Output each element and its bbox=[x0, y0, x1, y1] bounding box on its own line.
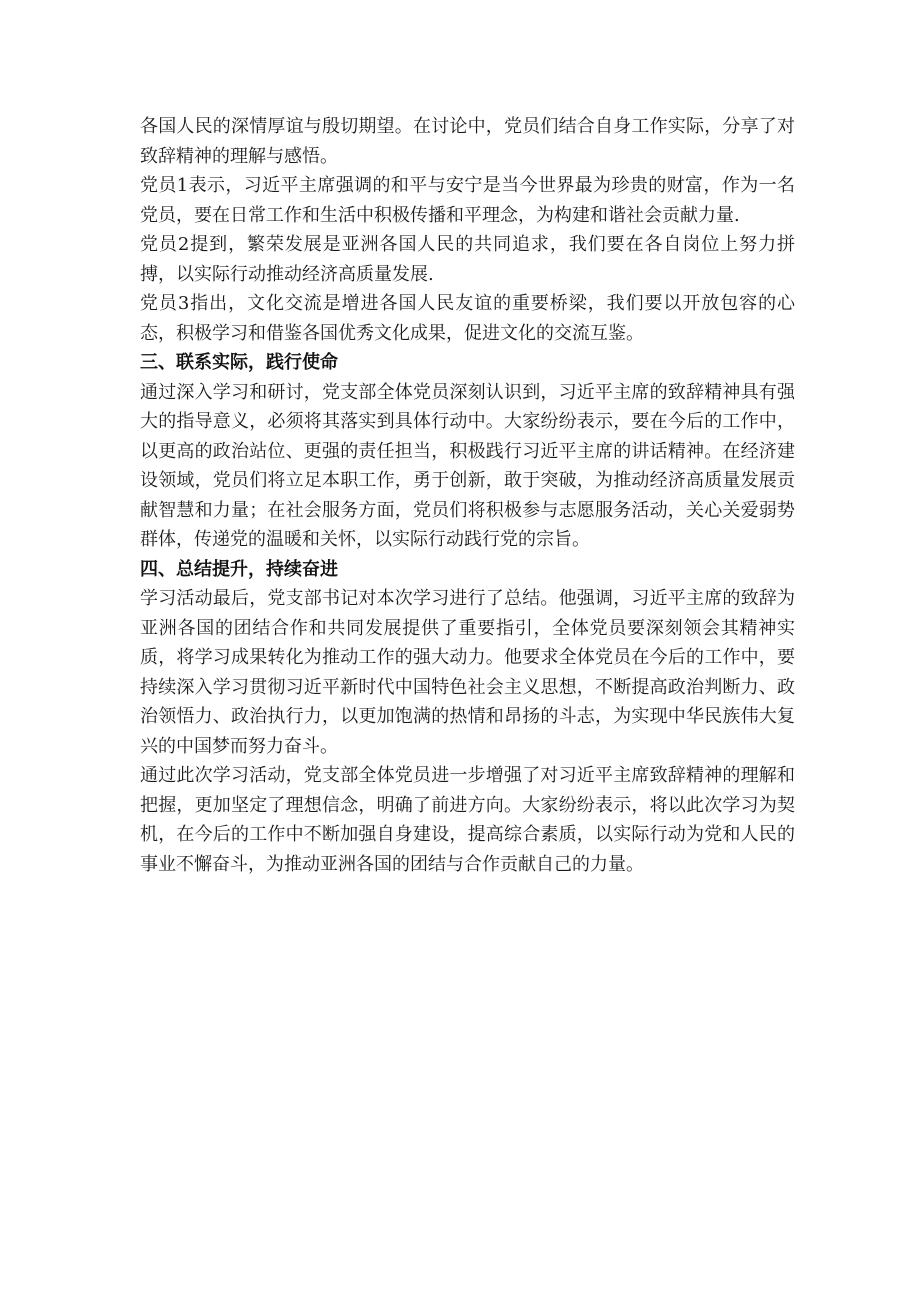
document-page bbox=[140, 112, 795, 879]
section-heading-4: 四、总结提升，持续奋进 bbox=[140, 558, 338, 580]
paragraph-continuation: 各国人民的深情厚谊与殷切期望。在讨论中，党员们结合自身工作实际，分享了对致辞精神的理解与感悟。 bbox=[140, 116, 795, 167]
paragraph-member-3: 党员3指出，文化交流是增进各国人民友谊的重要桥梁，我们要以开放包容的心态，积极学习和借鉴各国优秀文化成果，促进文化的交流互鉴。 bbox=[140, 293, 795, 344]
section-4-paragraph-2: 通过此次学习活动，党支部全体党员进一步增强了对习近平主席致辞精神的理解和把握，更加坚定了理想信念，明确了前进方向。大家纷纷表示，将以此次学习为契机，在今后的工作中不断加强自身建设，提高综合素质，以实际行动为党和人民的事业不懈奋斗，为推动亚洲各国的团结与合作贡献自己的力量。 bbox=[140, 765, 795, 875]
section-heading-3: 三、联系实际，践行使命 bbox=[140, 352, 338, 373]
paragraph-member-1: 党员1表示，习近平主席强调的和平与安宁是当今世界最为珍贵的财富，作为一名党员，要在日常工作和生活中积极传播和平理念，为构建和谐社会贡献力量. bbox=[140, 175, 795, 226]
paragraph-member-2: 党员2提到，繁荣发展是亚洲各国人民的共同追求，我们要在各自岗位上努力拼搏，以实际行动推动经济高质量发展. bbox=[140, 234, 795, 285]
section-4-paragraph-1: 学习活动最后，党支部书记对本次学习进行了总结。他强调，习近平主席的致辞为亚洲各国的团结合作和共同发展提供了重要指引，全体党员要深刻领会其精神实质，将学习成果转化为推动工作的强大动力。他要求全体党员在今后的工作中，要持续深入学习贯彻习近平新时代中国特色社会主义思想，不断提高政治判断力、政治领悟力、政治执行力，以更加饱满的热情和昂扬的斗志，为实现中华民族伟大复兴的中国梦而努力奋斗。 bbox=[140, 588, 795, 757]
section-3-paragraph: 通过深入学习和研讨，党支部全体党员深刻认识到，习近平主席的致辞精神具有强大的指导意义，必须将其落实到具体行动中。大家纷纷表示，要在今后的工作中，以更高的政治站位、更强的责任担当，积极践行习近平主席的讲话精神。在经济建设领域，党员们将立足本职工作，勇于创新，敢于突破，为推动经济高质量发展贡献智慧和力量；在社会服务方面，党员们将积极参与志愿服务活动，关心关爱弱势群体，传递党的温暖和关怀，以实际行动践行党的宗旨。 bbox=[140, 381, 795, 550]
